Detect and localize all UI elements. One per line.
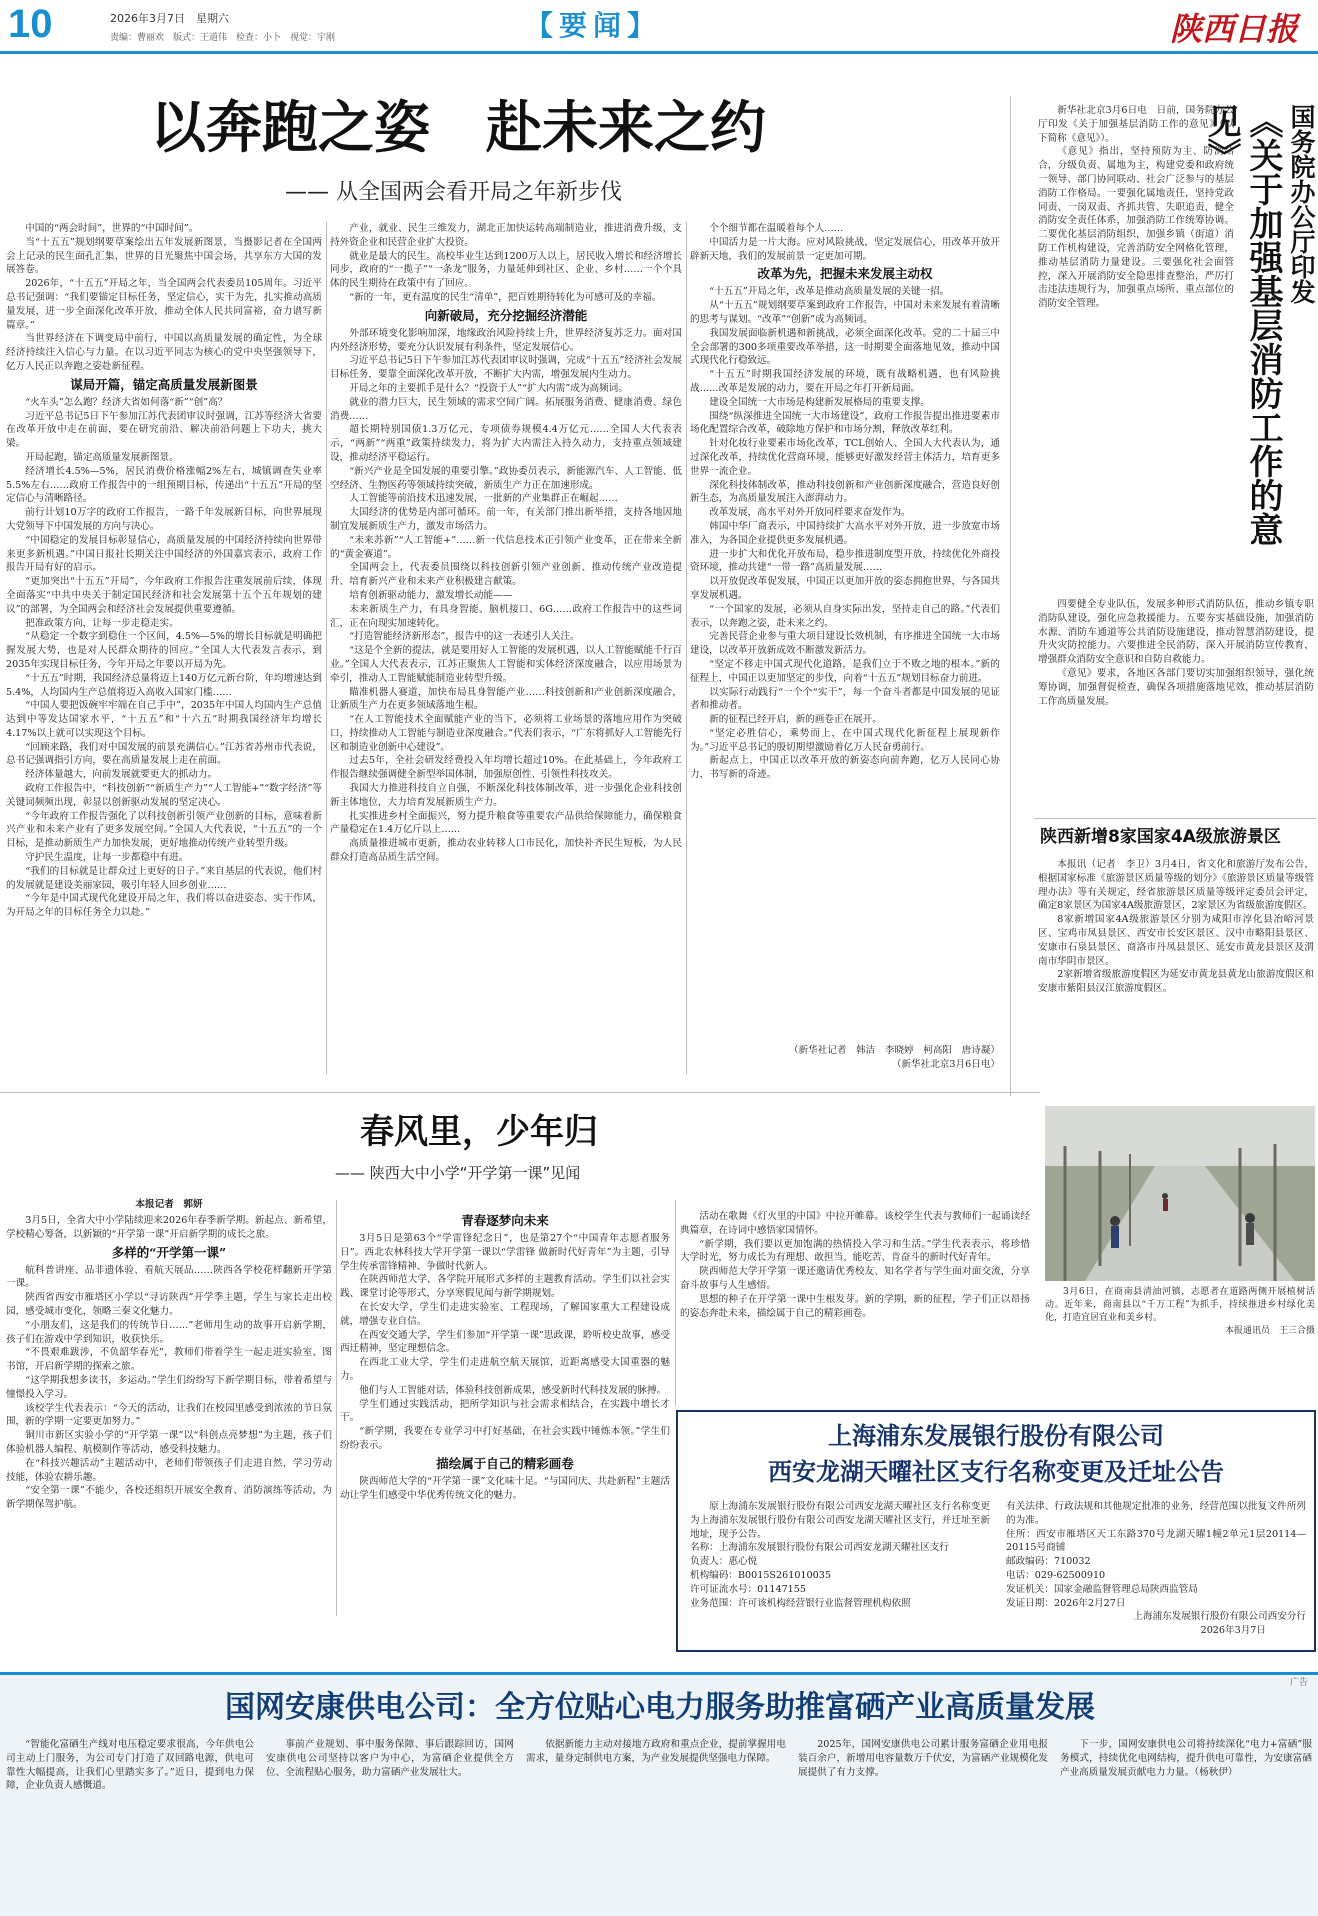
notice-line: 住所：西安市雁塔区天工东路370号龙湖天曜1幢2单元1层20114—20115号商铺 (1006, 1528, 1306, 1554)
lead-paragraph: “新兴产业是全国发展的重要引擎。”政协委员表示，新能源汽车、人工智能、低空经济、生物医药等领域持续突破，新质生产力正在加速形成。 (330, 465, 682, 491)
notice-line: 有关法律、行政法规和其他规定批准的业务，经营范围以批复文件所列的为准。 (1006, 1501, 1306, 1526)
masthead (0, 0, 1318, 50)
lead-paragraph: 大国经济的优势是内部可循环。前一年，有关部门推出新举措，支持各地因地制宜发展新质生产力，激发市场活力。 (330, 507, 682, 532)
bottom-headline: 国网安康供电公司：全方位贴心电力服务助推富硒产业高质量发展 (225, 1690, 1095, 1725)
lead-reporters: （新华社记者 韩洁 李晓婷 柯高阳 唐诗凝） (788, 1045, 1000, 1056)
lead-paragraph: 超长期特别国债1.3万亿元，专项债券规模4.4万亿元……全国人大代表表示，“两新”“两重”政策持续发力，将为扩大内需注入持久动力，支持重点领域建设，推动经济平稳运行。 (330, 424, 682, 463)
masthead-staff: 责编：曹丽欢 版式：王道伟 检查：小卜 视觉：宇刚 (110, 33, 336, 43)
school-paragraph: “这学期我想多读书，多运动。”学生们纷纷写下新学期目标，带着希望与憧憬投入学习。 (6, 1374, 332, 1400)
lead-paragraph: 深化科技体制改革，推动科技创新和产业创新深度融合，营造良好创新生态，为高质量发展注入澎湃动力。 (690, 479, 1000, 505)
notice-company: 上海浦东发展银行股份有限公司 (828, 1422, 1164, 1450)
fire-headline: 《关于加强基层消防工作的意见》 (1201, 104, 1283, 546)
school-column-1 (6, 1196, 332, 1616)
notice-title: 西安龙湖天曜社区支行名称变更及迁址公告 (768, 1458, 1224, 1486)
school-subheading: 多样的“开学第一课” (111, 1244, 227, 1260)
column-divider (1010, 96, 1011, 1096)
lead-subheading: 改革为先，把握未来发展主动权 (757, 266, 933, 282)
fire-paragraph: 《意见》要求，各地区各部门要切实加强组织领导，强化统筹协调，加强督促检查，确保各项措施落地见效，推动基层消防工作高质量发展。 (1038, 667, 1314, 707)
lead-paragraph: “回顾来路，我们对中国发展的前景充满信心。”江苏省苏州市代表说，总书记强调指引方向，要在高质量发展上走在前面。 (6, 741, 322, 767)
lead-paragraph: “十五五”时期，我国经济总量将迈上140万亿元新台阶，年均增速达到5.4%，人均国内生产总值将迈入高收入国家门槛…… (6, 672, 322, 698)
school-paragraph: “不畏艰难跋涉，不负韶华春光”，教师们带着学生一起走进实验室、图书馆，开启新学期的探索之旅。 (6, 1347, 332, 1373)
column-divider (675, 1200, 676, 1406)
lead-paragraph: 我国大力推进科技自立自强，不断深化科技体制改革，进一步强化企业科技创新主体地位，大力培育发展新质生产力。 (330, 783, 682, 808)
masthead-date (110, 10, 229, 26)
lead-paragraph: 围绕“纵深推进全国统一大市场建设”，政府工作报告提出推进要素市场化配置综合改革，破除地方保护和市场分割，释放改革红利。 (690, 410, 1000, 436)
lead-paragraph: “我们的目标就是让群众过上更好的日子。”来自基层的代表说，他们村的发展就是建设美丽家园，吸引年轻人回乡创业…… (6, 865, 322, 891)
bottom-paragraph: 2025年，国网安康供电公司累计服务富硒企业用电报装百余户，新增用电容量数万千伏安，为富硒产业规模化发展提供了有力支撑。 (798, 1739, 1048, 1778)
fire-paragraph: 《意见》指出，坚持预防为主、防消结合，分级负责、属地为主，构建党委和政府统一领导、部门协同联动、社会广泛参与的基层消防工作格局。一要强化属地责任，坚持党政同责、一岗双责、齐抓共管、失职追责，健全消防安全责任体系，加强消防工作统筹协调。二要优化基层消防组织，加强乡镇（街道）消防工作机构建设，完善消防安全网格化管理，推动基层消防力量建设。三要强化社会面管控，深入开展消防安全隐患排查整治，严厉打击违法违规行为，加强重点场所、重点部位的消防安全管理。 (1038, 146, 1234, 310)
lead-paragraph: 未来新质生产力，有具身智能、脑机接口、6G……政府工作报告中的这些词汇，正在向现实加速转化。 (330, 603, 682, 629)
notice-left (690, 1500, 990, 1640)
lead-paragraph: “打造智能经济新形态”，报告中的这一表述引人关注。 (349, 631, 580, 643)
masthead-rule (0, 51, 1318, 54)
lead-paragraph: “十五五”开局之年，改革是推动高质量发展的关键一招。 (709, 286, 950, 298)
notice-line: 许可证流水号：01147155 (690, 1583, 806, 1595)
lead-paragraph: 政府工作报告中，“科技创新”“新质生产力”“人工智能+”“数字经济”等关键词频频出现，彰显以创新驱动发展的坚定决心。 (6, 783, 322, 808)
school-reporter: 本报记者 郭妍 (135, 1199, 203, 1210)
fire-story-body-wide (1038, 598, 1314, 816)
school-paragraph: 在西北工业大学，学生们走进航空航天展馆，近距离感受大国重器的魅力。 (340, 1357, 670, 1382)
lead-paragraph: 全国两会上，代表委员围绕以科技创新引领产业创新、推动传统产业改造提升、培育新兴产业和未来产业积极建言献策。 (330, 562, 682, 588)
page-number: 10 (8, 2, 53, 46)
notice-line: 邮政编码：710032 (1006, 1556, 1091, 1568)
lead-paragraph: 以开放促改革促发展，中国正以更加开放的姿态拥抱世界，与各国共享发展机遇。 (690, 576, 1000, 601)
notice-line: 业务范围：许可该机构经营银行业监督管理机构依照 (690, 1597, 911, 1609)
school-paragraph: 活动在歌舞《灯火里的中国》中拉开帷幕。该校学生代表与教师们一起诵读经典篇章，在诗词中感悟家国情怀。 (680, 1211, 1030, 1236)
bottom-paragraph: 事前产业规划、事中服务保障、事后跟踪回访，国网安康供电公司坚持以客户为中心，为富硒企业提供全方位、全流程贴心服务，助力富硒产业发展壮大。 (266, 1739, 514, 1778)
tourism-paragraph: 2家新增省级旅游度假区为延安市黄龙县黄龙山旅游度假区和安康市紫阳县汉江旅游度假区。 (1038, 969, 1314, 995)
lead-paragraph: “火车头”怎么跑？经济大省如何落“新”“创”高？ (25, 396, 228, 408)
bottom-paragraph: 依据新能力主动对接地方政府和重点企业，提前掌握用电需求，量身定制供电方案，为产业发展提供坚强电力保障。 (526, 1739, 786, 1764)
lead-paragraph: 开局起跑，锚定高质量发展新图景。 (25, 451, 179, 463)
bottom-column-4 (798, 1738, 1048, 1912)
lead-column-3 (690, 222, 1000, 1074)
issue-date: 2026年3月7日 (110, 12, 185, 25)
school-paragraph: “新学期，我要在专业学习中打好基础，在社会实践中锤炼本领。”学生们纷纷表示。 (340, 1426, 670, 1451)
lead-paragraph: 高质量推进城市更新，推动农业转移人口市民化，加快补齐民生短板，为人民群众打造高品质生活空间。 (330, 838, 682, 864)
fire-story-body (1038, 104, 1234, 594)
school-paragraph: 他们与人工智能对话，体验科技创新成果，感受新时代科技发展的脉搏。 (359, 1384, 667, 1396)
lead-paragraph: 守护民生温度，让每一步都稳中有进。 (25, 852, 189, 864)
school-paragraph: “小朋友们，这是我们的传统节日……”老师用生动的故事开启新学期，孩子们在游戏中学到知识，收获快乐。 (6, 1319, 332, 1345)
notice-signature: 上海浦东发展银行股份有限公司西安分行 (1133, 1611, 1306, 1623)
lead-paragraph: “更加突出“十五五”开局”，今年政府工作报告注重发展前后续，体现全面落实“中共中央关于制定国民经济和社会发展第十五个五年规划的建议”的部署，为全国两会和经济社会发展提供重要遵循。 (6, 576, 322, 615)
lead-paragraph: 外部环境变化影响加深，地缘政治风险持续上升，世界经济复苏乏力。面对国内外经济形势，要充分认识发展有利条件，坚定发展信心。 (330, 327, 682, 353)
lead-paragraph: 扎实推进乡村全面振兴，努力提升粮食等重要农产品供给保障能力，确保粮食产量稳定在1.4万亿斤以上…… (330, 810, 682, 836)
lead-paragraph: “一个国家的发展，必须从自身实际出发，坚持走自己的路。”代表们表示，以奔跑之姿，赴未来之约。 (690, 603, 1000, 629)
lead-byline (690, 1044, 1000, 1080)
lead-paragraph: 韩国中华厂商表示，中国持续扩大高水平对外开放，进一步放宽市场准入，为各国企业提供更多发展机遇。 (690, 520, 1000, 546)
section-rule (0, 1092, 1040, 1093)
fire-paragraph: 四要健全专业队伍，发展多种形式消防队伍，推动乡镇专职消防队建设，强化应急救援能力。五要夯实基础设施，加强消防水源、消防车通道等公共消防设施建设，推动智慧消防建设，提升火灾防控能力。六要推进全民消防，深入开展消防宣传教育，增强群众消防安全意识和自防自救能力。 (1038, 599, 1314, 666)
tree-planting-photo (1045, 1106, 1315, 1281)
lead-paragraph: “未来苏新”“人工智能+”……新一代信息技术正引领产业变革，正在带来全新的“黄金赛道”。 (330, 534, 682, 560)
lead-paragraph: 2026年，“十五五”开局之年，当全国两会代表委员105周年。习近平总书记强调：“我们要锚定目标任务，坚定信心，实干为先，扎实推动高质量发展，进一步全面深化改革开放，推动全体人民共同富裕，奋力谱写新篇章。” (6, 278, 322, 331)
column-divider (326, 222, 327, 1074)
school-paragraph: 在长安大学，学生们走进实验室、工程现场，了解国家重大工程建设成就，增强专业自信。 (340, 1301, 670, 1327)
lead-paragraph: “从稳定一个数字到稳住一个区间，4.5%—5%的增长目标就是明确把握发展大势，也是对人民群众期待的回应。”全国人大代表发言表示，到2035年实现目标任务，今年开局之年要以开局为先。 (6, 631, 322, 670)
school-paragraph: 3月5日，全省大中小学陆续迎来2026年春季新学期。新起点、新希望，学校精心筹备，以新颖的“开学第一课”开启新学期的成长之旅。 (6, 1215, 332, 1240)
tourism-headline: 陕西新增8家国家4A级旅游景区 (1040, 827, 1281, 847)
lead-column-1 (6, 222, 322, 1074)
notice-line: 负责人：惠心悦 (690, 1556, 758, 1568)
section-rule (1034, 818, 1316, 819)
lead-paragraph: 个个细节都在温暖着每个人…… (709, 223, 844, 234)
bank-notice (676, 1410, 1316, 1652)
tourism-paragraph: 8家新增国家4A级旅游景区分别为咸阳市淳化县冶峪河景区、宝鸡市凤县景区、西安市长安区景区、汉中市略阳县景区、安康市石泉县景区、商洛市丹凤县景区、延安市黄龙县景区及渭南市华阴市景区。 (1038, 914, 1314, 967)
bottom-column-2 (266, 1738, 514, 1912)
lead-paragraph: 就业的潜力巨大，民生领域的需求空间广阔。拓展服务消费、健康消费、绿色消费…… (330, 396, 682, 422)
lead-paragraph: 完善民营企业参与重大项目建设长效机制，有序推进全国统一大市场建设，以改革开放新成效不断激发新活力。 (690, 631, 1000, 657)
lead-paragraph: “今年政府工作报告强化了以科技创新引领产业创新的目标，意味着新兴产业和未来产业有了更多发展空间。”全国人大代表说，“十五五”的一个目标，是推动新质生产力加快发展，更好地推动传统产业转型升级。 (6, 810, 322, 850)
lead-paragraph: “坚定不移走中国式现代化道路，是我们立于不败之地的根本。”新的征程上，中国正以更加坚定的步伐，向着“十五五”规划目标奋力前进。 (690, 658, 1000, 684)
school-subtitle: —— 陕西大中小学“开学第一课”见闻 (335, 1164, 581, 1182)
school-paragraph: “安全第一课”不能少，各校还组织开展安全教育、消防演练等活动，为新学期保驾护航。 (6, 1485, 332, 1511)
lead-paragraph: “坚定必胜信心，乘势而上，在中国式现代化新征程上展现新作为。”习近平总书记的殷切期望激励着亿万人民奋勇前行。 (690, 727, 1000, 753)
notice-line: 电话：029-62500910 (1006, 1569, 1106, 1581)
fire-intro: 新华社北京3月6日电 日前，国务院办公厅印发《关于加强基层消防工作的意见》（以下简称《意见》）。 (1038, 105, 1234, 144)
school-paragraph: 铜川市新区实验小学的“开学第一课”以“科创点亮梦想”为主题，孩子们体验机器人编程、航模制作等活动，感受科技魅力。 (6, 1430, 332, 1455)
school-paragraph: 陕西省西安市雁塔区小学以“寻访陕西”开学季主题，学生与家长走出校园，感受城市变化，领略三秦文化魅力。 (6, 1292, 332, 1317)
lead-paragraph: 人工智能等前沿技术迅速发展，一批新的产业集群正在崛起…… (349, 493, 618, 505)
tourism-paragraph: 本报讯（记者 李卫）3月4日，省文化和旅游厅发布公告，根据国家标准《旅游景区质量等级的划分》《旅游景区质量等级管理办法》等有关规定，经省旅游景区质量等级评定委员会评定，确定8家景区为国家4A级旅游景区，2家景区为省级旅游度假区。 (1038, 859, 1314, 912)
lead-paragraph: “中国稳定的发展目标彰显信心，高质量发展的中国经济持续向世界带来更多新机遇。”中国日报社长期关注中国经济的外国嘉宾表示，政府工作报告开局有好的启示。 (6, 534, 322, 574)
lead-paragraph: “中国人要把饭碗牢牢端在自己手中”，2035年中国人均国内生产总值达到中等发达国家水平，“十五五”和“十六五”时期我国经济年均增长4.17%以上就可以实现这个目标。 (6, 700, 322, 739)
lead-paragraph: 以实际行动践行“一个个“实干”，每一个奋斗者都是中国发展的见证者和推动者。 (690, 686, 1000, 712)
lead-paragraph: 从“十五五”规划纲要草案到政府工作报告，中国对未来发展有着清晰的思考与谋划。“改革”“创新”成为高频词。 (690, 300, 1000, 325)
lead-paragraph: 进一步扩大和优化开放布局，稳步推进制度型开放，持续优化外商投资环境，推动共建“一带一路”高质量发展…… (690, 548, 1000, 574)
lead-paragraph: 中国的“两会时间”，世界的“中国时间”。 (25, 223, 199, 234)
lead-paragraph: 经济增长4.5%—5%，居民消费价格涨幅2%左右，城镇调查失业率5.5%左右……政府工作报告中的一组预期目标，传递出“十五五”开局的坚定信心与清晰路径。 (6, 465, 322, 505)
bottom-column-3 (526, 1738, 786, 1912)
ad-tag: 广告 (1289, 1678, 1308, 1688)
school-paragraph: 3月5日是第63个“学雷锋纪念日”，也是第27个“中国青年志愿者服务日”。西北农林科技大学开学第一课以“学雷锋 做新时代好青年”为主题，引导学生传承雷锋精神、争做时代新人。 (340, 1233, 670, 1272)
lead-source: （新华社北京3月6日电） (891, 1058, 1000, 1070)
lead-paragraph: 针对化妆行业要素市场化改革，TCL创始人、全国人大代表认为，通过深化改革，持续优化营商环境，能够更好激发经营主体活力，培育更多世界一流企业。 (690, 438, 1000, 477)
school-headline: 春风里，少年归 (360, 1112, 598, 1152)
notice-date: 2026年3月7日 (1200, 1625, 1266, 1637)
lead-paragraph: 新的征程已经开启，新的画卷正在展开。 (709, 714, 882, 726)
school-paragraph: 该校学生代表表示：“今天的活动，让我们在校园里感受到浓浓的节日氛围，新的学期一定要更加努力。” (6, 1402, 332, 1428)
lead-paragraph: 当世界经济在下调变局中前行，中国以高质量发展的确定性，为全球经济持续注入信心与力量。在以习近平同志为核心的党中央坚强领导下，亿万人民正以奔跑之姿赴新征程。 (6, 333, 322, 372)
lead-paragraph: “新的一年，更有温度的民生“清单”，把百姓期待转化为可感可及的幸福。 (349, 291, 662, 303)
tourism-body (1038, 858, 1314, 1076)
lead-subtitle: —— 从全国两会看开局之年新步伐 (285, 180, 622, 205)
notice-intro: 原上海浦东发展银行股份有限公司西安龙湖天曜社区支行名称变更为上海浦东发展银行股份有限公司西安龙湖天曜社区支行，并迁址至新地址，现予公告。 (690, 1501, 990, 1540)
lead-paragraph: 中国活力是一片大海。应对风险挑战，坚定发展信心，用改革开放开辟新天地，我们的发展前景一定更加可期。 (690, 236, 1000, 262)
school-paragraph: 在“科技兴趣活动”主题活动中，老师们带领孩子们走进自然，学习劳动技能，体验农耕乐趣。 (6, 1457, 332, 1483)
school-paragraph: 学生们通过实践活动，把所学知识与社会需求相结合，在实践中增长才干。 (340, 1398, 670, 1424)
fire-headline-small: 国务院办公厅印发 (1287, 104, 1316, 304)
lead-paragraph: 把准政策方向，让每一步走稳走实。 (25, 617, 179, 629)
school-subheading: 青春逐梦向未来 (461, 1213, 549, 1228)
lead-paragraph: 过去5年，全社会研发经费投入年均增长超过10%。在此基础上，今年政府工作报告继续强调健全新型举国体制，加强原创性、引领性科技攻关。 (330, 755, 682, 781)
school-paragraph: 思想的种子在开学第一课中生根发芽。新的学期，新的征程，学子们正以昂扬的姿态奔赴未来，描绘属于自己的精彩画卷。 (680, 1293, 1030, 1319)
notice-line: 发证机关：国家金融监督管理总局陕西监管局 (1006, 1583, 1198, 1595)
photo-caption-text: 3月6日，在商南县清油河镇，志愿者在道路两侧开展植树活动。近年来，商南县以“千万工程”为抓手，持续推进乡村绿化美化，打造宜居宜业和美乡村。 (1045, 1287, 1315, 1323)
lead-paragraph: 建设全国统一大市场是构建新发展格局的重要支撑。 (709, 396, 930, 408)
lead-paragraph: “在人工智能技术全面赋能产业的当下，必须将工业场景的落地应用作为突破口，持续推动人工智能与制造业深度融合。”代表们表示，“广东将抓好人工智能先行区和制造业创新中心建设”。 (330, 714, 682, 753)
notice-right (1006, 1500, 1306, 1646)
lead-paragraph: “今年是中国式现代化建设开局之年，我们将以奋进姿态、实干作风，为开局之年的目标任务全力以赴。” (6, 893, 322, 919)
lead-paragraph: 习近平总书记5日下午参加江苏代表团审议时强调，江苏等经济大省要在改革开放中走在前面，要在研究前沿、解决前沿问题上下功夫，挑大梁。 (6, 410, 322, 450)
photo-credit: 本报通讯员 王三合摄 (1224, 1326, 1315, 1336)
notice-line: 发证日期：2026年2月27日 (1006, 1597, 1126, 1609)
lead-paragraph: 习近平总书记5日下午参加江苏代表团审议时强调，完成“十五五”经济社会发展目标任务，要靠全面深化改革开放，不断扩大内需，增强发展内生动力。 (330, 355, 682, 381)
lead-paragraph: “十五五”时期我国经济发展的环境，既有战略机遇，也有风险挑战……改革是发展的动力，要在开局之年打开新局面。 (690, 369, 1000, 394)
lead-paragraph: 就业是最大的民生。高校毕业生达到1200万人以上，居民收入增长和经济增长同步，政府的“一揽子”“一条龙”服务，力量延伸到社区、企业、乡村……一个个具体的民生期待在政策中有了回应。 (330, 250, 682, 290)
lead-column-2 (330, 222, 682, 1074)
news-photo (1045, 1106, 1315, 1281)
school-paragraph: 在陕西师范大学，各学院开展形式多样的主题教育活动。学生们以社会实践、课堂讨论等形式，分享寒假见闻与新学期规划。 (340, 1274, 670, 1300)
school-paragraph: “新学期，我们要以更加饱满的热情投入学习和生活。”学生代表表示，将珍惜大学时光，努力成长为有理想、敢担当、能吃苦、肯奋斗的新时代好青年。 (680, 1238, 1030, 1264)
school-paragraph: 陕西师范大学的“开学第一课”文化味十足。“与国同庆、共赴新程”主题活动让学生们感受中华优秀传统文化的魅力。 (340, 1475, 670, 1501)
lead-paragraph: 我国发展面临新机遇和新挑战，必须全面深化改革。党的二十届三中全会部署的300多项重要改革举措，这一时期要全面落地见效，推动中国式现代化行稳致远。 (690, 327, 1000, 367)
lead-paragraph: 瞄准机器人赛道，加快布局具身智能产业……科技创新和产业创新深度融合，让新质生产力在更多领域落地生根。 (330, 686, 682, 712)
section-label: 【要闻】 (525, 9, 662, 42)
lead-paragraph: “这是个全新的提法，就是要用好人工智能的发展机遇，以人工智能赋能千行百业。”全国人大代表表示，江苏正聚焦人工智能和实体经济深度融合，以应用场景为牵引，推动人工智能赋能制造业转型升级。 (330, 645, 682, 684)
bottom-column-5 (1060, 1738, 1312, 1912)
lead-paragraph: 培育创新驱动能力，激发增长动能—— (349, 589, 513, 601)
school-paragraph: 航科普讲座、品非遗体验、看航天展品……陕西各学校花样翻新开学第一课。 (6, 1264, 332, 1290)
school-paragraph: 陕西师范大学开学第一课还邀请优秀校友、知名学者与学生面对面交流，分享奋斗故事与人生感悟。 (680, 1266, 1030, 1291)
lead-paragraph: 经济体量越大，向前发展就要更大的抓动力。 (25, 769, 218, 781)
bottom-paragraph: 下一步，国网安康供电公司将持续深化“电力+富硒”服务模式，持续优化电网结构，提升供电可靠性，为安康富硒产业高质量发展贡献电力力量。（杨秋伊） (1060, 1739, 1312, 1778)
school-column-3 (680, 1210, 1030, 1400)
lead-paragraph: 产业，就业、民生三维发力，湖北正加快运转高端制造业，推进消费升级，支持外资企业和民营企业扩大投资。 (330, 223, 682, 248)
lead-headline: 以奔跑之姿 赴未来之约 (150, 96, 766, 161)
column-divider (336, 1200, 337, 1616)
lead-paragraph: 前行计划10万字的政府工作报告，一路千年发展新目标，向世界展现大党领导下中国发展的方向与决心。 (6, 507, 322, 532)
lead-subheading: 向新破局，充分挖掘经济潜能 (424, 307, 588, 323)
lead-subheading: 谋局开篇，锚定高质量发展新图景 (70, 376, 258, 392)
school-subheading: 描绘属于自己的精彩画卷 (436, 1455, 574, 1471)
column-divider (686, 222, 687, 1074)
bottom-column-1 (6, 1738, 254, 1912)
lead-paragraph: 当“十五五”规划纲要草案绘出五年发展新图景，当摄影记者在全国两会上记录的民生面孔汇集，世界的目光聚焦中国会场，共享东方大国的发展答卷。 (6, 236, 322, 276)
school-paragraph: 在西安交通大学，学生们参加“开学第一课”思政课，聆听校史故事，感受西迁精神，坚定理想信念。 (340, 1329, 670, 1355)
school-column-2 (340, 1210, 670, 1616)
lead-paragraph: 开局之年的主要抓手是什么？“投资于人”“扩大内需”成为高频词。 (349, 382, 628, 394)
paper-logo: 陕西日报 (1170, 10, 1299, 48)
lead-paragraph: 改革发展，高水平对外开放同样要求奋发作为。 (709, 507, 911, 519)
bottom-paragraph: “智能化富硒生产线对电压稳定要求很高，今年供电公司主动上门服务，为公司专门打造了双回路电源，供电可靠性大幅提高，让我们心里踏实多了。”近日，提到电力保障，企业负责人感慨道。 (6, 1739, 254, 1792)
issue-weekday: 星期六 (196, 12, 229, 25)
photo-caption (1045, 1286, 1315, 1374)
notice-line: 名称：上海浦东发展银行股份有限公司西安龙湖天曜社区支行 (690, 1542, 950, 1554)
notice-line: 机构编码：B0015S261010035 (690, 1569, 831, 1581)
lead-paragraph: 新起点上，中国正以改革开放的新姿态向前奔跑，亿万人民同心协力，书写新的奇迹。 (690, 755, 1000, 781)
